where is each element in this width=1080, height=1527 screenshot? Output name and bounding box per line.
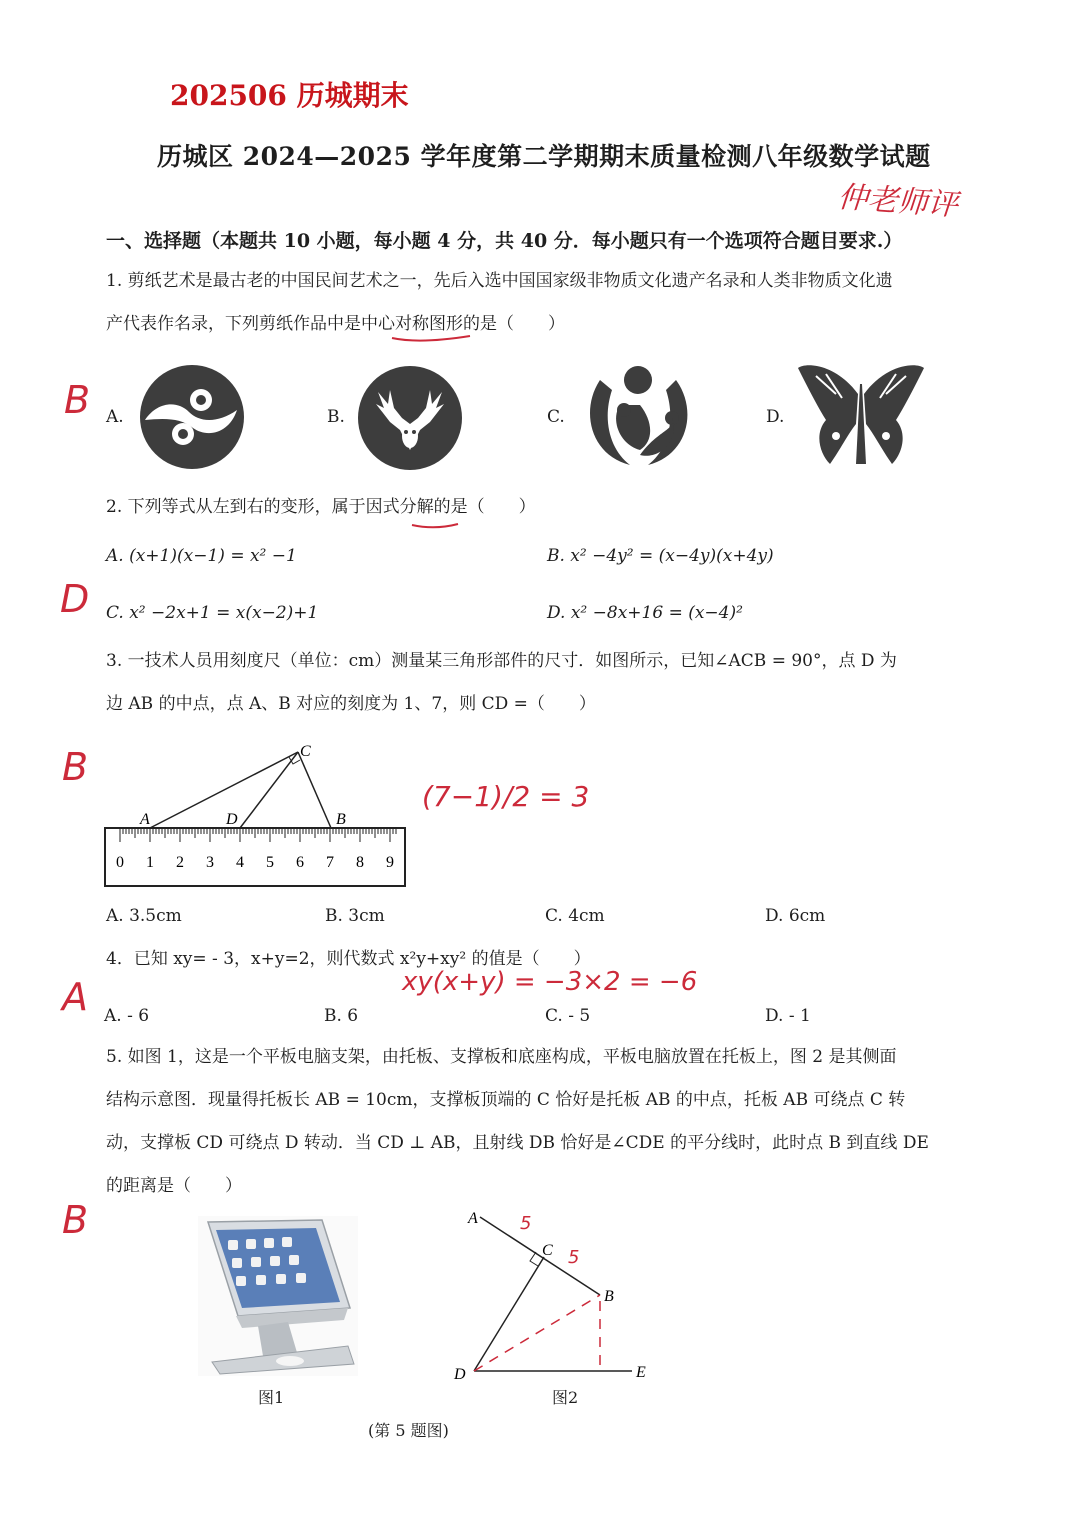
ruler-tick-label: 0	[116, 854, 124, 871]
answer-mark-q4: A	[62, 975, 88, 1019]
fig2-point-d-label: D	[454, 1366, 466, 1383]
ruler-tick-label: 9	[386, 854, 394, 871]
ruler-triangle-figure	[102, 740, 412, 890]
q2-option-d: D. x² −8x+16 = (x−4)²	[547, 603, 743, 623]
question-5-line1: 5. 如图 1，这是一个平板电脑支架，由托板、支撑板和底座构成，平板电脑放置在托板上，图 2 是其侧面	[106, 1047, 897, 1067]
papercut-d-image	[796, 364, 926, 468]
answer-mark-q1: B	[64, 378, 91, 422]
question-4: 4．已知 xy= - 3，x+y=2，则代数式 x²y+xy² 的值是（ ）	[106, 949, 591, 969]
ruler-tick-label: 6	[296, 854, 304, 871]
answer-mark-q5: B	[62, 1198, 89, 1242]
point-c-label: C	[300, 743, 311, 760]
q4-option-b: B. 6	[324, 1006, 359, 1026]
question-1-line1: 1. 剪纸艺术是最古老的中国民间艺术之一，先后入选中国国家级非物质文化遗产名录和人类非物质文化遗	[106, 271, 893, 291]
tablet-stand-image	[198, 1216, 358, 1376]
exam-tag: 202506 历城期末	[170, 79, 409, 112]
question-3-line1: 3. 一技术人员用刻度尺（单位：cm）测量某三角形部件的尺寸．如图所示，已知∠ACB = 90°，点 D 为	[106, 651, 897, 671]
question-3-line2: 边 AB 的中点，点 A、B 对应的刻度为 1、7，则 CD =（ ）	[106, 694, 596, 714]
ruler-tick-label: 4	[236, 854, 244, 871]
ruler-tick-label: 2	[176, 854, 184, 871]
question-5-line3: 动，支撑板 CD 可绕点 D 转动．当 CD ⊥ AB，且射线 DB 恰好是∠CDE 的平分线时，此时点 B 到直线 DE	[106, 1133, 929, 1153]
ruler-tick-label: 1	[146, 854, 154, 871]
papercut-b-image	[356, 364, 464, 472]
q2-option-c: C. x² −2x+1 = x(x−2)+1	[106, 603, 319, 623]
q4-option-a: A. - 6	[104, 1006, 150, 1026]
fig2-point-e-label: E	[636, 1364, 646, 1381]
ruler-tick-label: 3	[206, 854, 214, 871]
answer-mark-q2: D	[60, 577, 90, 621]
point-d-label: D	[226, 811, 238, 828]
q3-option-b: B. 3cm	[325, 906, 385, 926]
figure-2-caption: 图2	[552, 1388, 579, 1407]
figure-group-caption: (第 5 题图)	[368, 1421, 449, 1440]
q2-option-a: A. (x+1)(x−1) = x² −1	[106, 546, 297, 566]
q2-option-b: B. x² −4y² = (x−4y)(x+4y)	[547, 546, 774, 566]
q3-option-a: A. 3.5cm	[106, 906, 182, 926]
q3-option-d: D. 6cm	[765, 906, 826, 926]
hand-work-q4: xy(x+y) = −3×2 = −6	[402, 967, 698, 997]
answer-mark-q3: B	[62, 745, 89, 789]
q1-option-d: D.	[766, 407, 785, 427]
ruler-tick-label: 8	[356, 854, 364, 871]
hand-work-q3: (7−1)/2 = 3	[422, 780, 590, 813]
fig2-point-a-label: A	[468, 1210, 478, 1227]
q3-option-c: C. 4cm	[545, 906, 605, 926]
question-5-line2: 结构示意图．现量得托板长 AB = 10cm，支撑板顶端的 C 恰好是托板 AB 的中点，托板 AB 可绕点 C 转	[106, 1090, 906, 1110]
q4-option-c: C. - 5	[545, 1006, 591, 1026]
q1-option-c: C.	[547, 407, 565, 427]
figure-1-caption: 图1	[258, 1388, 285, 1407]
hand-mark-cb: 5	[568, 1247, 580, 1268]
teacher-signature: 仲老师评	[836, 179, 959, 224]
point-a-label: A	[140, 811, 150, 828]
ruler-tick-label: 7	[326, 854, 334, 871]
section-heading: 一、选择题（本题共 10 小题，每小题 4 分，共 40 分．每小题只有一个选项符合题目要求.）	[106, 230, 903, 252]
q4-option-d: D. - 1	[765, 1006, 811, 1026]
question-3	[106, 640, 986, 726]
question-5-line4: 的距离是（ ）	[106, 1176, 242, 1196]
page-title: 历城区 2024—2025 学年度第二学期期末质量检测八年级数学试题	[157, 142, 931, 171]
q1-option-a: A.	[106, 407, 124, 427]
papercut-c-image	[580, 360, 700, 470]
fig2-point-b-label: B	[604, 1288, 614, 1305]
question-5	[106, 1036, 986, 1208]
fig2-point-c-label: C	[542, 1242, 553, 1259]
q1-option-b: B.	[327, 407, 345, 427]
ruler-tick-label: 5	[266, 854, 274, 871]
question-1	[106, 260, 986, 346]
geometry-figure-2	[454, 1205, 660, 1385]
question-2: 2. 下列等式从左到右的变形，属于因式分解的是（ ）	[106, 497, 536, 517]
question-1-line2: 产代表作名录，下列剪纸作品中是中心对称图形的是（ ）	[106, 314, 565, 334]
hand-mark-ac: 5	[520, 1213, 532, 1234]
papercut-a-image	[137, 362, 247, 472]
point-b-label: B	[336, 811, 346, 828]
